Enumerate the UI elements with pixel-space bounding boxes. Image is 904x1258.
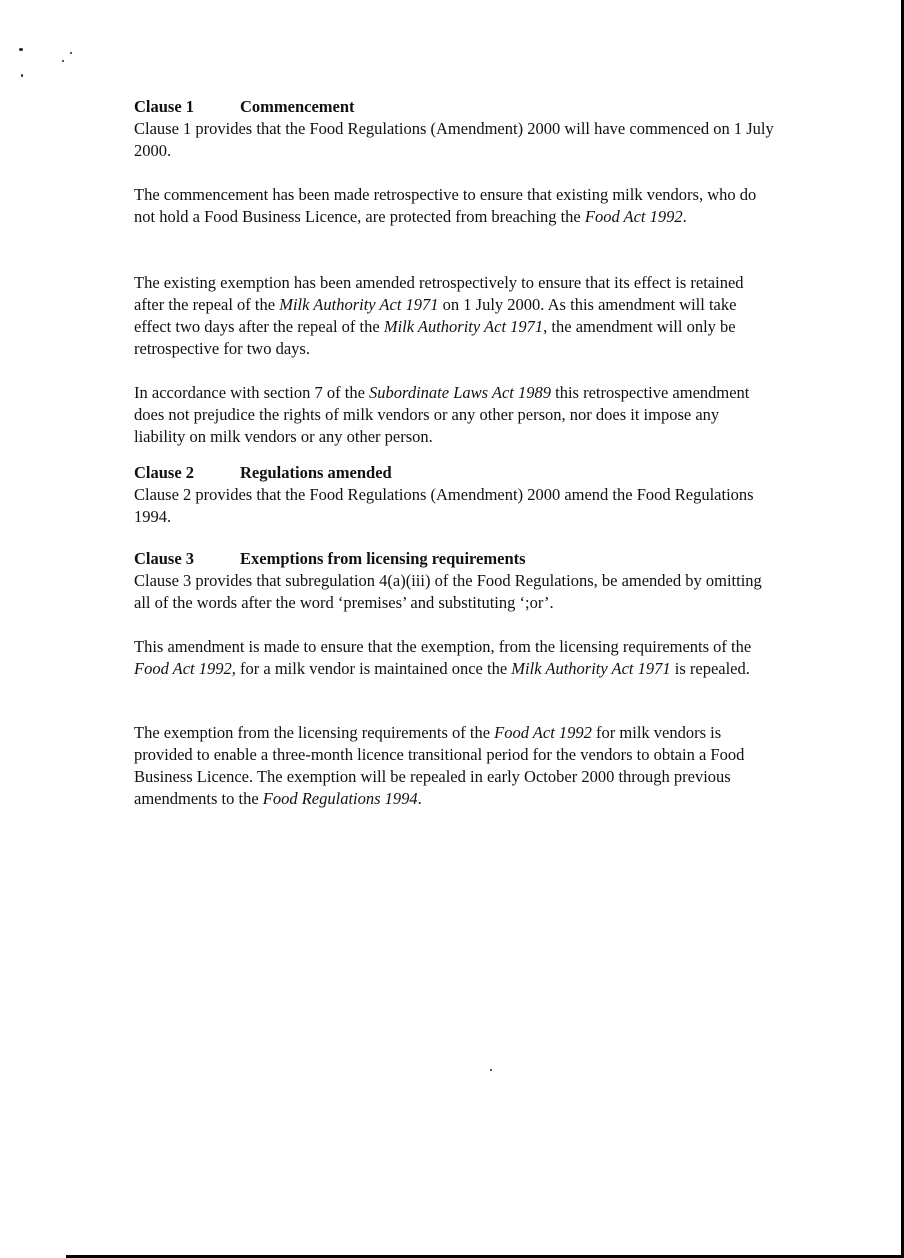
paragraph	[134, 722, 774, 810]
paragraph	[134, 570, 774, 614]
paragraph-text: Clause 2 provides that the Food Regulations (Amendment) 2000 amend the Food Regulations 1994.	[134, 485, 754, 526]
scan-speck	[19, 48, 23, 51]
paragraph-text: In accordance with section 7 of the	[134, 383, 370, 402]
scan-speck	[62, 60, 64, 62]
act-title: Food Act 1992	[494, 723, 592, 742]
act-title: Milk Authority Act 1971	[511, 659, 671, 678]
act-title: Milk Authority Act 1971	[279, 295, 439, 314]
scan-speck	[490, 1069, 492, 1071]
clause-number: Clause 2	[134, 463, 195, 482]
act-title: Subordinate Laws Act 1989	[369, 383, 551, 402]
paragraph	[134, 272, 774, 360]
clause-2-heading	[134, 462, 774, 484]
paragraph-text: The existing exemption has been amended retrospectively to ensure that its effect is retained after the repeal of the	[134, 273, 744, 314]
paragraph	[134, 382, 774, 448]
paragraph-text: The commencement has been made retrospective to ensure that existing milk vendors, who do not hold a Food Business Licence, are protected from breaching the	[134, 185, 757, 226]
paragraph-text: Clause 1 provides that the Food Regulations (Amendment) 2000 will have commenced on 1 July 2000.	[134, 119, 774, 160]
clause-number: Clause 1	[134, 97, 195, 116]
scan-speck	[21, 74, 23, 77]
paragraph-text: Clause 3 provides that subregulation 4(a)(iii) of the Food Regulations, be amended by omitting all of the words after the word ‘premises’ and substituting ‘;or’.	[134, 571, 762, 612]
paragraph-text: , the amendment will only be retrospective for two days.	[134, 317, 736, 358]
act-title: Food Regulations 1994	[262, 789, 418, 808]
paragraph-text: is repealed.	[670, 659, 750, 678]
clause-title: Regulations amended	[240, 463, 392, 482]
scan-speck	[70, 52, 72, 54]
clause-number: Clause 3	[134, 549, 195, 568]
paragraph	[134, 118, 774, 162]
clause-1-heading	[134, 96, 774, 118]
act-title: Milk Authority Act 1971	[383, 317, 544, 336]
paragraph-text: This amendment is made to ensure that the exemption, from the licensing requirements of the	[134, 637, 752, 656]
clause-title: Commencement	[240, 97, 355, 116]
paragraph	[134, 184, 774, 228]
act-title: Food Act 1992	[584, 207, 683, 226]
paragraph-text: , for a milk vendor is maintained once the	[231, 659, 512, 678]
act-title: Food Act 1992	[134, 659, 232, 678]
paragraph	[134, 484, 774, 528]
paragraph-text: this retrospective amendment does not prejudice the rights of milk vendors or any other person, nor does it impose any liability on milk vendors or any other person.	[134, 383, 750, 446]
clause-title: Exemptions from licensing requirements	[240, 549, 526, 568]
paragraph-text: .	[682, 207, 687, 226]
paragraph-text: on 1 July 2000. As this amendment will take effect two days after the repeal of the	[134, 295, 737, 336]
paragraph-text: for milk vendors is provided to enable a three-month licence transitional period for the vendors to obtain a Food Business Licence. The exemption will be repealed in early October 2000 through previous amendments to the	[134, 723, 745, 808]
paragraph-text: .	[417, 789, 422, 808]
paragraph	[134, 636, 774, 680]
clause-3-heading	[134, 548, 774, 570]
paragraph-text: The exemption from the licensing requirements of the	[134, 723, 495, 742]
